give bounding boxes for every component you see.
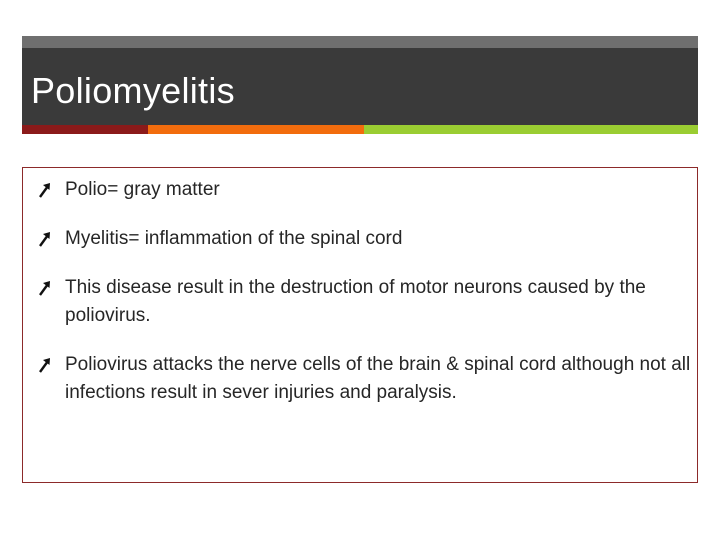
content-box [22, 167, 698, 483]
bullet-text: This disease result in the destruction of motor neurons caused by the poliovirus. [65, 277, 646, 326]
bullet-text: Myelitis= inflammation of the spinal cord [65, 228, 403, 249]
arrow-up-right-icon [35, 176, 55, 204]
slide-title: Poliomyelitis [31, 70, 235, 111]
bullet-item [35, 274, 695, 330]
arrow-up-right-icon [35, 225, 55, 253]
bullet-item [35, 351, 695, 407]
title-bar [22, 36, 698, 125]
arrow-up-right-icon [35, 274, 55, 302]
bullet-item [35, 176, 695, 204]
accent-stripe-red [22, 125, 148, 134]
arrow-up-right-icon [35, 351, 55, 379]
accent-stripe-green [364, 125, 698, 134]
bullet-text: Poliovirus attacks the nerve cells of the brain & spinal cord although not all infections result in sever injuries and paralysis. [65, 354, 691, 403]
bullet-item [35, 225, 695, 253]
accent-stripe-orange [148, 125, 364, 134]
bullet-text: Polio= gray matter [65, 179, 220, 200]
bullet-list [35, 176, 695, 407]
